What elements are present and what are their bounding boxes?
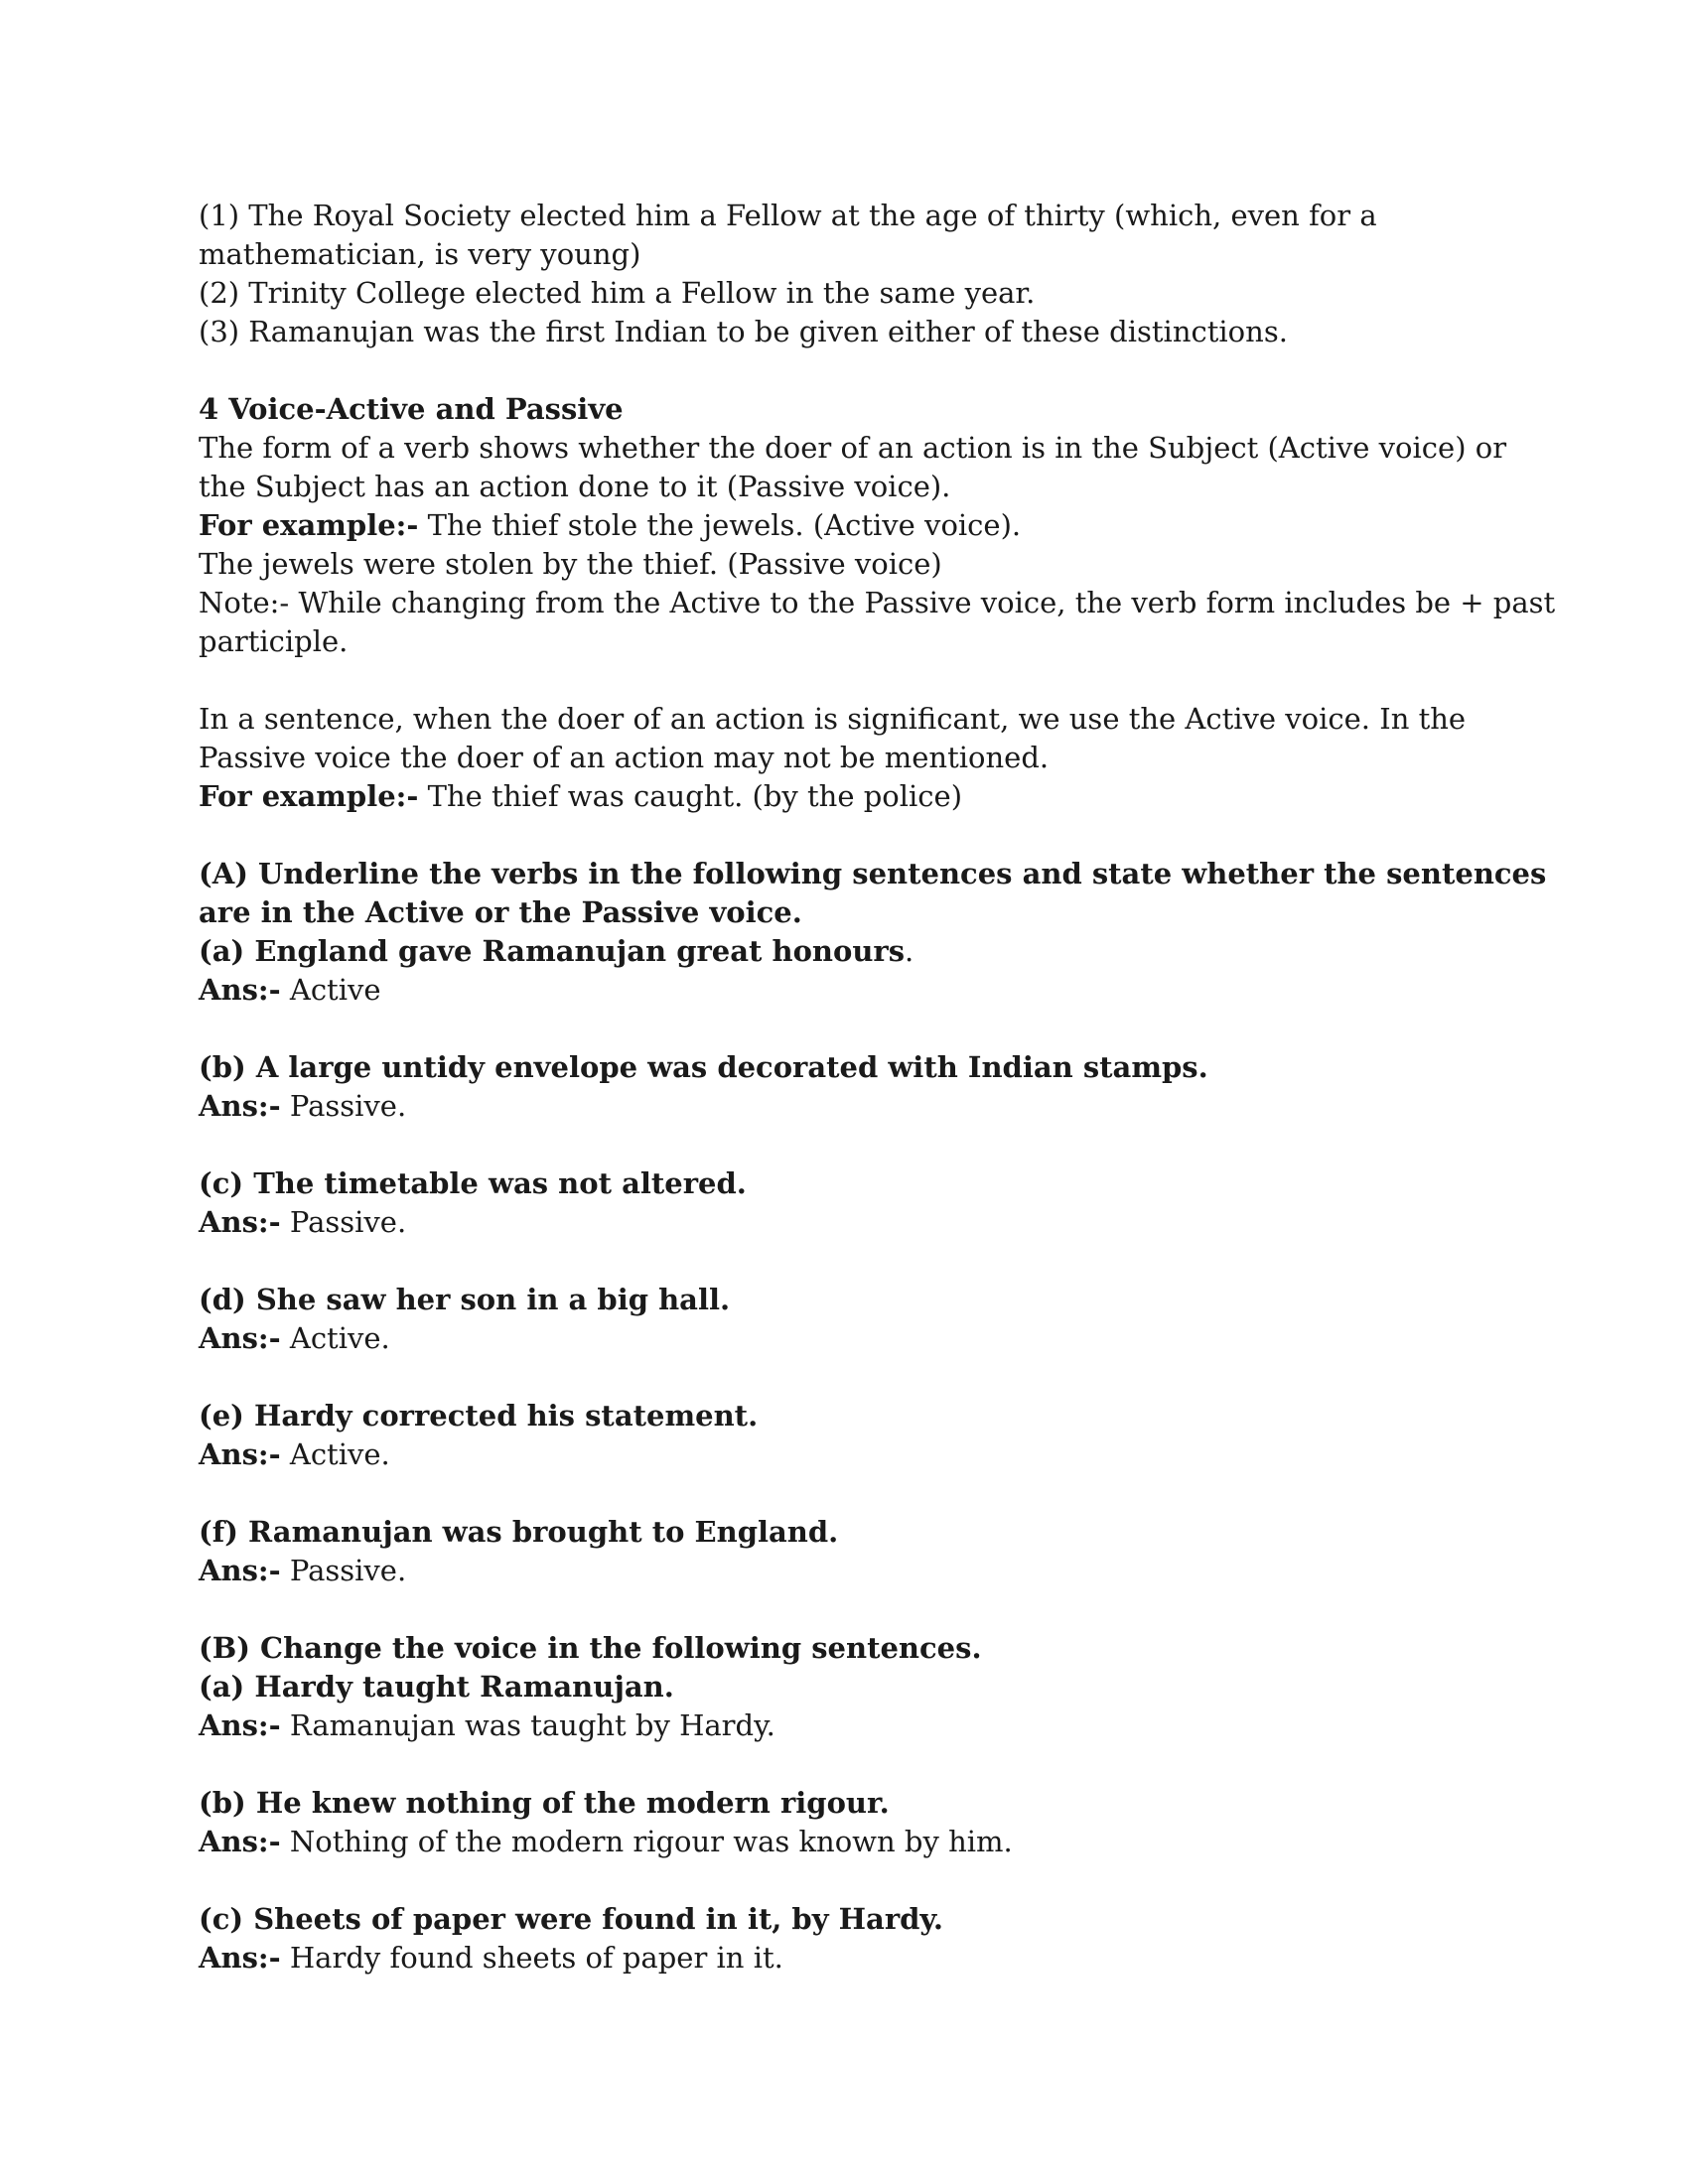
question: (d) She saw her son in a big hall. (199, 1283, 731, 1316)
question: (c) Sheets of paper were found in it, by Hardy. (199, 1902, 944, 1936)
paragraph-line: The form of a verb shows whether the doer of an action is in the Subject (Active voice) or (199, 431, 1507, 465)
section-heading: 4 Voice-Active and Passive (199, 392, 624, 426)
example-text: The thief stole the jewels. (Active voice). (418, 508, 1022, 542)
answer: Ans:- Passive. (199, 1554, 407, 1587)
document-page (199, 197, 1556, 1978)
answer: Ans:- Ramanujan was taught by Hardy. (199, 1708, 775, 1742)
exercise-heading: (B) Change the voice in the following sentences. (199, 1631, 982, 1665)
example-line (199, 777, 1509, 816)
note-line: participle. (199, 624, 349, 658)
intro-line: (2) Trinity College elected him a Fellow in the same year. (199, 276, 1036, 310)
paragraph-line: Passive voice the doer of an action may not be mentioned. (199, 741, 1050, 774)
intro-list (199, 197, 1509, 351)
question: (e) Hardy corrected his statement. (199, 1399, 759, 1433)
answer: Ans:- Passive. (199, 1089, 407, 1123)
note-line: Note:- While changing from the Active to the Passive voice, the verb form includes be + past (199, 586, 1556, 619)
answer-label: Ans:- (199, 1089, 281, 1123)
answer: Ans:- Hardy found sheets of paper in it. (199, 1941, 783, 1975)
section-voice (199, 390, 1556, 816)
answer-label: Ans:- (199, 1941, 281, 1975)
question: (c) The timetable was not altered. (199, 1166, 747, 1200)
exercise-b (199, 1629, 1509, 1978)
question: (b) He knew nothing of the modern rigour. (199, 1786, 890, 1820)
answer: Ans:- Active (199, 973, 381, 1007)
answer-label: Ans:- (199, 1205, 281, 1239)
exercise-heading: are in the Active or the Passive voice. (199, 895, 802, 929)
question: (f) Ramanujan was brought to England. (199, 1515, 839, 1549)
answer: Ans:- Nothing of the modern rigour was known by him. (199, 1825, 1013, 1858)
example-label: For example:- (199, 779, 419, 813)
answer-label: Ans:- (199, 1437, 281, 1471)
example-label: For example:- (199, 508, 419, 542)
question: (a) Hardy taught Ramanujan. (199, 1670, 674, 1704)
intro-line: (1) The Royal Society elected him a Fellow at the age of thirty (which, even for a (199, 199, 1377, 232)
paragraph-line: the Subject has an action done to it (Passive voice). (199, 470, 951, 503)
example-line (199, 506, 1509, 545)
question: (a) England gave Ramanujan great honours. (199, 934, 914, 968)
answer-label: Ans:- (199, 1825, 281, 1858)
example-line: The jewels were stolen by the thief. (Passive voice) (199, 547, 942, 581)
question: (b) A large untidy envelope was decorated with Indian stamps. (199, 1050, 1208, 1084)
paragraph-line: In a sentence, when the doer of an action is significant, we use the Active voice. In the (199, 702, 1467, 736)
intro-line: (3) Ramanujan was the first Indian to be given either of these distinctions. (199, 315, 1288, 348)
exercise-a (199, 855, 1547, 1590)
answer: Ans:- Active. (199, 1321, 390, 1355)
answer: Ans:- Passive. (199, 1205, 407, 1239)
answer-label: Ans:- (199, 1554, 281, 1587)
answer-label: Ans:- (199, 1708, 281, 1742)
answer-label: Ans:- (199, 1321, 281, 1355)
intro-line: mathematician, is very young) (199, 237, 641, 271)
answer: Ans:- Active. (199, 1437, 390, 1471)
example-text: The thief was caught. (by the police) (418, 779, 963, 813)
answer-label: Ans:- (199, 973, 281, 1007)
exercise-heading: (A) Underline the verbs in the following sentences and state whether the sentences (199, 857, 1547, 890)
